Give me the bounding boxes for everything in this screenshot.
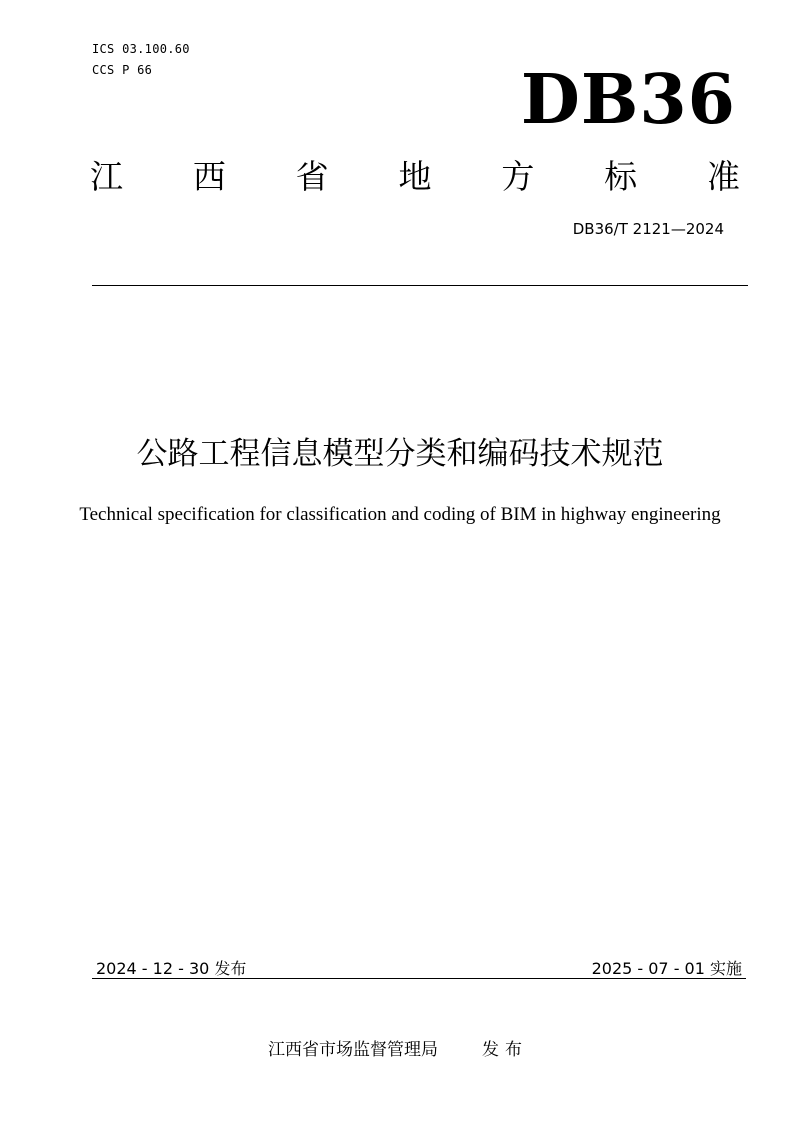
standard-type <box>90 154 740 198</box>
standard-type-char: 地 <box>398 156 432 196</box>
top-divider <box>92 285 748 286</box>
implementation-date: 2025 - 07 - 01 实施 <box>591 959 742 978</box>
title-english: Technical specification for classification and coding of BIM in highway engineering <box>79 504 721 525</box>
title-chinese: 公路工程信息模型分类和编码技术规范 <box>136 436 664 472</box>
ics-code: ICS 03.100.60 <box>92 42 190 56</box>
issue-date: 2024 - 12 - 30 发布 <box>96 959 247 978</box>
standard-type-char: 省 <box>295 156 329 196</box>
standard-type-char: 准 <box>706 156 740 196</box>
standard-number: DB36/T 2121—2024 <box>572 220 724 238</box>
issuer-block <box>268 1035 528 1060</box>
standard-type-char: 西 <box>192 156 226 196</box>
bottom-divider <box>92 978 746 979</box>
db-logo: DB36 <box>520 60 736 140</box>
issuer-action: 发布 <box>482 1040 528 1060</box>
standard-type-char: 方 <box>501 156 535 196</box>
standard-type-char: 标 <box>604 156 638 196</box>
ccs-code: CCS P 66 <box>92 63 153 77</box>
issuer-name: 江西省市场监督管理局 <box>268 1040 438 1060</box>
standard-type-char: 江 <box>90 156 123 196</box>
